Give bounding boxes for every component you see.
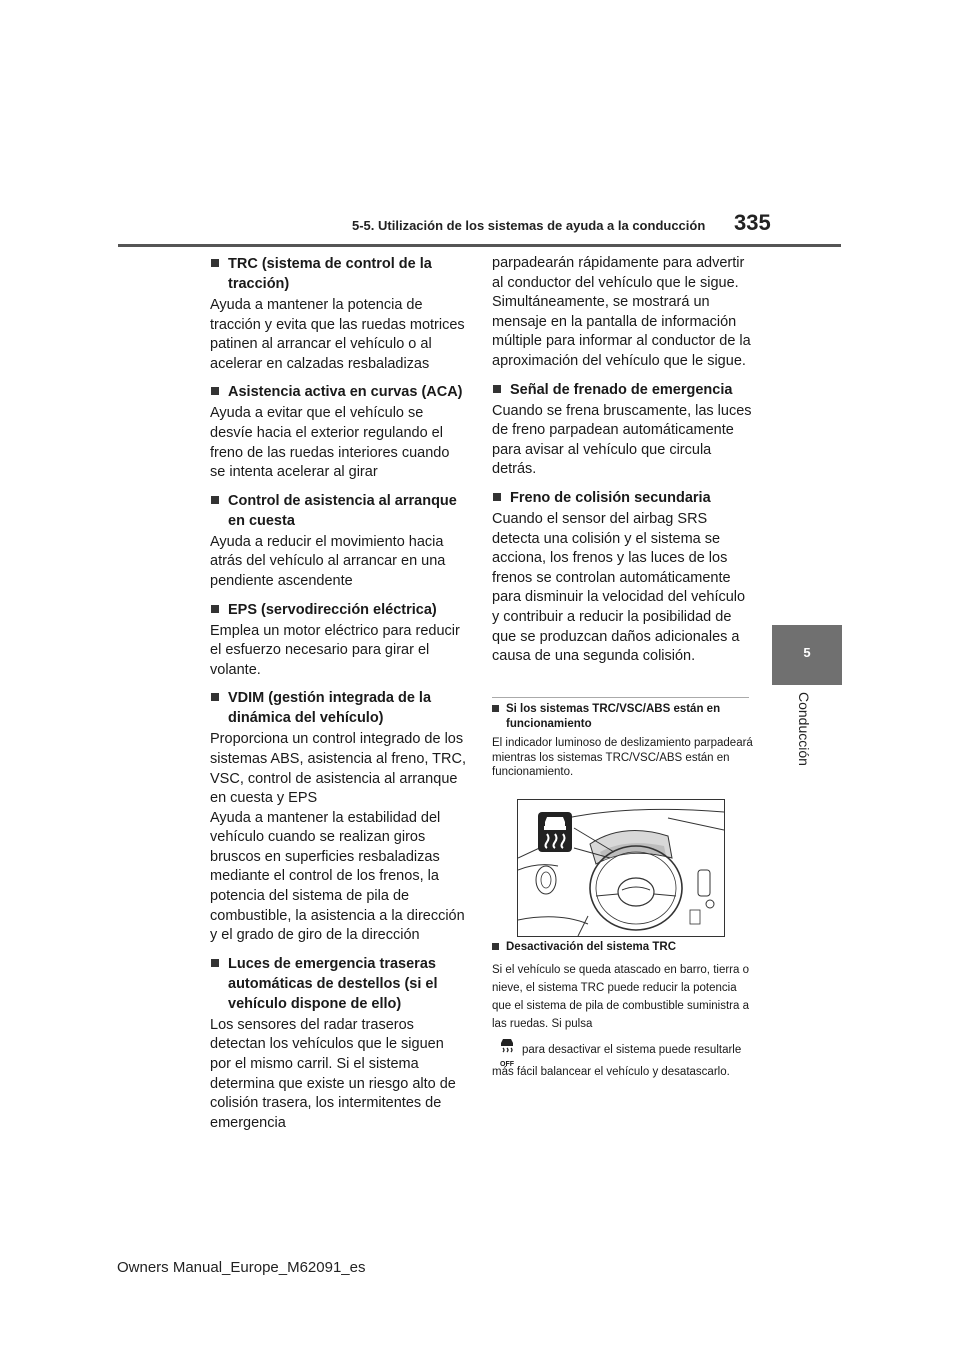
- chapter-tab-label: Conducción: [796, 692, 812, 766]
- page-number: 335: [734, 210, 771, 235]
- bullet-square-icon: [493, 493, 501, 501]
- section-header-title: 5-5. Utilización de los sistemas de ayuda a la conducción: [352, 218, 706, 233]
- section-text: Ayuda a mantener la potencia de tracción y evita que las ruedas motrices patinen al arrancar el vehículo o al acelerar en calzadas resbaladizas: [210, 297, 465, 372]
- bullet-square-icon: [211, 693, 219, 701]
- section-title: Luces de emergencia traseras automáticas de destellos (si el vehículo dispone de ello): [228, 955, 438, 1012]
- section-title: Asistencia activa en curvas (ACA): [228, 384, 463, 401]
- note-text: El indicador luminoso de deslizamiento parpadeará mientras los sistemas TRC/VSC/ABS están en funcionamiento.: [492, 737, 753, 778]
- bullet-square-icon: [492, 943, 499, 950]
- section-hill-start: [210, 491, 468, 592]
- note-text: Si el vehículo se queda atascado en barro, tierra o nieve, el sistema TRC puede reducir la potencia que el sistema de pila de combustible suministra a las ruedas. Si pulsa: [492, 964, 749, 1030]
- right-column: [492, 254, 752, 667]
- section-text: Ayuda a reducir el movimiento hacia atrás del vehículo al arrancar en una pendiente ascendente: [210, 533, 446, 589]
- dashboard-illustration: [517, 799, 725, 937]
- vsc-off-icon: [496, 1037, 518, 1068]
- section-text: Cuando se frena bruscamente, las luces de freno parpadean automáticamente para avisar al vehículo que circula detrás.: [492, 402, 752, 478]
- chapter-tab: [772, 625, 842, 685]
- bullet-square-icon: [211, 959, 219, 967]
- dashboard-drawing: [518, 800, 724, 936]
- note-trc-vsc-abs: [492, 702, 754, 780]
- bullet-square-icon: [211, 259, 219, 267]
- section-emergency-brake-signal: [492, 380, 752, 480]
- off-label: OFF: [500, 1061, 514, 1068]
- section-secondary-collision-brake: [492, 488, 752, 667]
- bullet-square-icon: [211, 605, 219, 613]
- section-title: Freno de colisión secundaria: [510, 489, 711, 506]
- section-text: Ayuda a evitar que el vehículo se desvíe hacia el exterior regulando el freno de las ruedas interiores cuando se intenta acelerar al girar: [210, 405, 450, 481]
- note-icon-line: [492, 1037, 754, 1081]
- bullet-square-icon: [211, 387, 219, 395]
- note-title: Si los sistemas TRC/VSC/ABS están en funcionamiento: [506, 703, 721, 730]
- section-text: Emplea un motor eléctrico para reducir el esfuerzo necesario para girar el volante.: [210, 622, 460, 678]
- section-vdim: [210, 688, 468, 946]
- header-divider: [118, 244, 841, 247]
- section-title: VDIM (gestión integrada de la dinámica del vehículo): [228, 690, 432, 727]
- section-trc: [210, 254, 468, 374]
- bullet-square-icon: [492, 705, 499, 712]
- bullet-square-icon: [211, 496, 219, 504]
- note-text-after: para desactivar el sistema puede resultarle más fácil balancear el vehículo y desatascarlo.: [492, 1044, 742, 1078]
- section-text: Los sensores del radar traseros detectan los vehículos que le siguen por el mismo carril. Si el sistema determina que existe un riesgo alto de colisión trasera, los intermitentes de emergencia: [210, 1016, 456, 1131]
- continuation-text: parpadearán rápidamente para advertir al conductor del vehículo que le sigue. Simultáneamente, se mostrará un mensaje en la pantalla de información múltiple para informar al conductor de la aproximación del vehículo que le sigue.: [492, 255, 751, 369]
- note-trc-deactivation: [492, 940, 754, 1081]
- section-aca: [210, 382, 468, 482]
- chapter-tab-number: 5: [803, 645, 811, 660]
- note-title: Desactivación del sistema TRC: [506, 941, 677, 953]
- section-title: TRC (sistema de control de la tracción): [228, 256, 432, 292]
- section-title: EPS (servodirección eléctrica): [228, 601, 437, 618]
- left-column: [210, 254, 468, 1133]
- section-title: Control de asistencia al arranque en cuesta: [228, 492, 457, 529]
- bullet-square-icon: [493, 385, 501, 393]
- section-title: Señal de frenado de emergencia: [510, 381, 733, 398]
- section-text-2: Ayuda a mantener la estabilidad del vehículo cuando se realizan giros bruscos en superficies resbaladizas mediante el control de los frenos, la potencia del sistema de pila de combustible, la asistencia a la dirección y el grado de giro de la dirección: [210, 809, 465, 944]
- section-rear-hazard: [210, 954, 468, 1134]
- section-eps: [210, 600, 468, 681]
- section-text: Cuando el sensor del airbag SRS detecta una colisión y el sistema se acciona, los frenos y las luces de los frenos se controlan automáticamente para disminuir la velocidad del vehículo y contribuir a reducir la posibilidad de que se produzcan daños adicionales a causa de una segunda colisión.: [492, 510, 746, 665]
- note-divider: [492, 697, 749, 698]
- footer-doc-id: Owners Manual_Europe_M62091_es: [117, 1259, 366, 1276]
- section-text: Proporciona un control integrado de los sistemas ABS, asistencia al freno, TRC, VSC, control de asistencia al arranque en cuesta y EPS: [210, 731, 467, 807]
